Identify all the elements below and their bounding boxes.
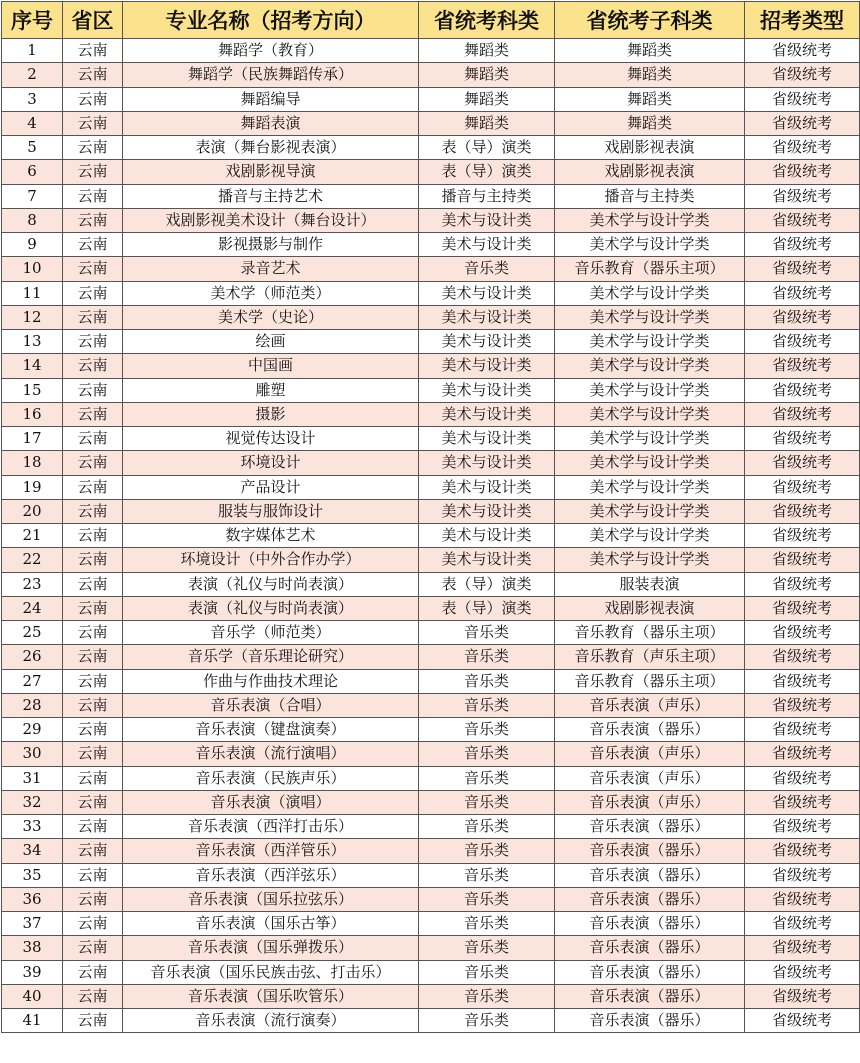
cell-index: 24 [2,596,63,620]
cell-exam-subcategory: 舞蹈类 [555,87,745,111]
table-row [2,305,860,329]
cell-exam-subcategory: 戏剧影视表演 [555,160,745,184]
cell-index: 2 [2,63,63,87]
cell-index: 10 [2,257,63,281]
cell-exam-subcategory: 美术学与设计学类 [555,281,745,305]
cell-province: 云南 [63,136,123,160]
cell-admission-type: 省级统考 [745,863,860,887]
cell-exam-subcategory: 美术学与设计学类 [555,548,745,572]
cell-admission-type: 省级统考 [745,111,860,135]
cell-province: 云南 [63,742,123,766]
cell-exam-subcategory: 戏剧影视表演 [555,596,745,620]
cell-major-name: 服装与服饰设计 [123,499,419,523]
cell-province: 云南 [63,63,123,87]
cell-major-name: 音乐表演（国乐拉弦乐） [123,887,419,911]
cell-province: 云南 [63,790,123,814]
cell-exam-subcategory: 美术学与设计学类 [555,378,745,402]
cell-province: 云南 [63,87,123,111]
cell-major-name: 数字媒体艺术 [123,524,419,548]
table-row [2,87,860,111]
cell-exam-subcategory: 音乐表演（器乐） [555,839,745,863]
cell-exam-subcategory: 美术学与设计学类 [555,427,745,451]
cell-index: 16 [2,402,63,426]
table-body [2,39,860,1033]
cell-province: 云南 [63,984,123,1008]
cell-index: 32 [2,790,63,814]
table-row [2,645,860,669]
cell-province: 云南 [63,524,123,548]
cell-index: 27 [2,669,63,693]
cell-exam-subcategory: 美术学与设计学类 [555,233,745,257]
cell-index: 19 [2,475,63,499]
cell-province: 云南 [63,257,123,281]
table-row [2,281,860,305]
cell-major-name: 音乐表演（流行演唱） [123,742,419,766]
cell-major-name: 音乐表演（国乐民族击弦、打击乐） [123,960,419,984]
cell-admission-type: 省级统考 [745,499,860,523]
cell-exam-category: 舞蹈类 [419,39,555,63]
cell-admission-type: 省级统考 [745,305,860,329]
cell-exam-subcategory: 音乐表演（器乐） [555,912,745,936]
cell-admission-type: 省级统考 [745,378,860,402]
table-row [2,354,860,378]
cell-exam-subcategory: 美术学与设计学类 [555,354,745,378]
header-province: 省区 [63,2,123,39]
cell-exam-subcategory: 美术学与设计学类 [555,305,745,329]
cell-admission-type: 省级统考 [745,1009,860,1033]
cell-index: 26 [2,645,63,669]
cell-major-name: 戏剧影视美术设计（舞台设计） [123,208,419,232]
table-row [2,815,860,839]
cell-major-name: 摄影 [123,402,419,426]
table-row [2,693,860,717]
cell-major-name: 音乐表演（西洋管乐） [123,839,419,863]
cell-index: 14 [2,354,63,378]
cell-admission-type: 省级统考 [745,524,860,548]
cell-province: 云南 [63,233,123,257]
cell-major-name: 音乐表演（演唱） [123,790,419,814]
cell-province: 云南 [63,427,123,451]
cell-exam-category: 美术与设计类 [419,402,555,426]
cell-admission-type: 省级统考 [745,912,860,936]
cell-province: 云南 [63,572,123,596]
cell-exam-category: 舞蹈类 [419,111,555,135]
cell-index: 30 [2,742,63,766]
cell-admission-type: 省级统考 [745,887,860,911]
cell-admission-type: 省级统考 [745,87,860,111]
cell-major-name: 播音与主持艺术 [123,184,419,208]
cell-index: 34 [2,839,63,863]
table-row [2,960,860,984]
cell-major-name: 音乐学（师范类） [123,621,419,645]
table-row [2,184,860,208]
cell-exam-subcategory: 音乐表演（器乐） [555,960,745,984]
cell-index: 17 [2,427,63,451]
cell-major-name: 雕塑 [123,378,419,402]
cell-exam-category: 音乐类 [419,790,555,814]
cell-province: 云南 [63,208,123,232]
cell-exam-category: 表（导）演类 [419,160,555,184]
cell-exam-subcategory: 美术学与设计学类 [555,475,745,499]
cell-major-name: 音乐表演（国乐古筝） [123,912,419,936]
cell-exam-category: 美术与设计类 [419,354,555,378]
cell-index: 22 [2,548,63,572]
cell-admission-type: 省级统考 [745,936,860,960]
table-row [2,63,860,87]
cell-major-name: 影视摄影与制作 [123,233,419,257]
cell-exam-category: 美术与设计类 [419,524,555,548]
table-row [2,790,860,814]
cell-admission-type: 省级统考 [745,354,860,378]
cell-exam-category: 美术与设计类 [419,281,555,305]
cell-index: 4 [2,111,63,135]
cell-major-name: 舞蹈学（民族舞蹈传承） [123,63,419,87]
table-row [2,111,860,135]
cell-admission-type: 省级统考 [745,718,860,742]
cell-major-name: 音乐表演（合唱） [123,693,419,717]
cell-major-name: 表演（礼仪与时尚表演） [123,572,419,596]
cell-exam-category: 音乐类 [419,718,555,742]
cell-index: 36 [2,887,63,911]
cell-province: 云南 [63,451,123,475]
cell-exam-category: 美术与设计类 [419,305,555,329]
cell-index: 1 [2,39,63,63]
cell-index: 5 [2,136,63,160]
table-row [2,233,860,257]
cell-exam-subcategory: 音乐教育（器乐主项） [555,621,745,645]
cell-province: 云南 [63,184,123,208]
cell-admission-type: 省级统考 [745,475,860,499]
table-header [2,2,860,39]
cell-exam-subcategory: 美术学与设计学类 [555,402,745,426]
cell-province: 云南 [63,305,123,329]
cell-exam-subcategory: 舞蹈类 [555,39,745,63]
cell-exam-subcategory: 美术学与设计学类 [555,451,745,475]
cell-province: 云南 [63,669,123,693]
cell-exam-category: 美术与设计类 [419,208,555,232]
cell-admission-type: 省级统考 [745,742,860,766]
cell-admission-type: 省级统考 [745,621,860,645]
table-row [2,499,860,523]
cell-admission-type: 省级统考 [745,330,860,354]
table-row [2,984,860,1008]
table-row [2,160,860,184]
cell-province: 云南 [63,354,123,378]
cell-major-name: 音乐表演（西洋弦乐） [123,863,419,887]
cell-index: 23 [2,572,63,596]
cell-major-name: 环境设计（中外合作办学） [123,548,419,572]
cell-exam-subcategory: 音乐表演（器乐） [555,936,745,960]
cell-major-name: 中国画 [123,354,419,378]
cell-exam-category: 表（导）演类 [419,596,555,620]
cell-major-name: 音乐表演（国乐弹拨乐） [123,936,419,960]
cell-index: 33 [2,815,63,839]
cell-province: 云南 [63,693,123,717]
cell-province: 云南 [63,281,123,305]
cell-index: 41 [2,1009,63,1033]
cell-exam-category: 音乐类 [419,621,555,645]
cell-exam-category: 音乐类 [419,766,555,790]
cell-province: 云南 [63,839,123,863]
cell-exam-category: 美术与设计类 [419,233,555,257]
cell-province: 云南 [63,766,123,790]
cell-index: 9 [2,233,63,257]
cell-index: 28 [2,693,63,717]
table-row [2,742,860,766]
cell-province: 云南 [63,330,123,354]
cell-exam-subcategory: 美术学与设计学类 [555,208,745,232]
table-row [2,257,860,281]
cell-exam-subcategory: 音乐教育（器乐主项） [555,257,745,281]
cell-exam-subcategory: 服装表演 [555,572,745,596]
table-row [2,524,860,548]
cell-major-name: 音乐表演（键盘演奏） [123,718,419,742]
cell-index: 15 [2,378,63,402]
cell-exam-subcategory: 音乐表演（声乐） [555,742,745,766]
cell-province: 云南 [63,39,123,63]
cell-exam-subcategory: 美术学与设计学类 [555,499,745,523]
cell-major-name: 音乐表演（流行演奏） [123,1009,419,1033]
cell-exam-category: 音乐类 [419,645,555,669]
cell-major-name: 表演（舞台影视表演） [123,136,419,160]
cell-index: 39 [2,960,63,984]
cell-major-name: 音乐表演（国乐吹管乐） [123,984,419,1008]
cell-exam-subcategory: 音乐表演（声乐） [555,766,745,790]
cell-index: 12 [2,305,63,329]
cell-exam-category: 美术与设计类 [419,330,555,354]
cell-major-name: 美术学（史论） [123,305,419,329]
cell-admission-type: 省级统考 [745,815,860,839]
cell-admission-type: 省级统考 [745,669,860,693]
cell-exam-subcategory: 音乐表演（器乐） [555,863,745,887]
cell-index: 29 [2,718,63,742]
cell-province: 云南 [63,111,123,135]
cell-index: 31 [2,766,63,790]
cell-province: 云南 [63,160,123,184]
cell-exam-subcategory: 音乐表演（器乐） [555,887,745,911]
cell-index: 35 [2,863,63,887]
table-row [2,39,860,63]
cell-exam-category: 音乐类 [419,936,555,960]
cell-province: 云南 [63,499,123,523]
cell-admission-type: 省级统考 [745,790,860,814]
header-major-name: 专业名称（招考方向） [123,2,419,39]
cell-major-name: 视觉传达设计 [123,427,419,451]
cell-exam-category: 美术与设计类 [419,427,555,451]
header-index: 序号 [2,2,63,39]
cell-admission-type: 省级统考 [745,548,860,572]
table-row [2,427,860,451]
cell-exam-subcategory: 音乐表演（声乐） [555,790,745,814]
cell-exam-category: 美术与设计类 [419,548,555,572]
cell-exam-category: 音乐类 [419,912,555,936]
cell-major-name: 音乐学（音乐理论研究） [123,645,419,669]
table-row [2,451,860,475]
cell-exam-category: 美术与设计类 [419,499,555,523]
cell-index: 7 [2,184,63,208]
cell-province: 云南 [63,548,123,572]
cell-province: 云南 [63,402,123,426]
header-admission-type: 招考类型 [745,2,860,39]
cell-admission-type: 省级统考 [745,63,860,87]
cell-exam-category: 音乐类 [419,693,555,717]
cell-exam-subcategory: 舞蹈类 [555,63,745,87]
cell-exam-category: 音乐类 [419,257,555,281]
cell-exam-subcategory: 美术学与设计学类 [555,330,745,354]
cell-admission-type: 省级统考 [745,184,860,208]
cell-major-name: 绘画 [123,330,419,354]
enrollment-table [1,1,860,1033]
table-row [2,572,860,596]
cell-exam-category: 表（导）演类 [419,572,555,596]
cell-province: 云南 [63,718,123,742]
table-row [2,402,860,426]
table-row [2,936,860,960]
cell-major-name: 作曲与作曲技术理论 [123,669,419,693]
cell-major-name: 音乐表演（民族声乐） [123,766,419,790]
header-exam-category: 省统考科类 [419,2,555,39]
cell-exam-category: 美术与设计类 [419,451,555,475]
cell-admission-type: 省级统考 [745,645,860,669]
cell-index: 37 [2,912,63,936]
cell-major-name: 舞蹈编导 [123,87,419,111]
cell-index: 11 [2,281,63,305]
cell-exam-subcategory: 舞蹈类 [555,111,745,135]
cell-exam-subcategory: 音乐表演（器乐） [555,815,745,839]
cell-province: 云南 [63,596,123,620]
table-row [2,621,860,645]
cell-exam-subcategory: 播音与主持类 [555,184,745,208]
cell-admission-type: 省级统考 [745,451,860,475]
cell-exam-category: 音乐类 [419,887,555,911]
cell-index: 21 [2,524,63,548]
cell-admission-type: 省级统考 [745,839,860,863]
cell-major-name: 环境设计 [123,451,419,475]
cell-province: 云南 [63,645,123,669]
cell-exam-subcategory: 音乐教育（声乐主项） [555,645,745,669]
cell-province: 云南 [63,621,123,645]
table-row [2,548,860,572]
cell-exam-category: 音乐类 [419,863,555,887]
cell-major-name: 音乐表演（西洋打击乐） [123,815,419,839]
cell-admission-type: 省级统考 [745,572,860,596]
table-row [2,330,860,354]
cell-major-name: 戏剧影视导演 [123,160,419,184]
cell-exam-subcategory: 音乐表演（器乐） [555,718,745,742]
cell-province: 云南 [63,887,123,911]
cell-exam-category: 表（导）演类 [419,136,555,160]
cell-exam-subcategory: 美术学与设计学类 [555,524,745,548]
table-row [2,718,860,742]
cell-major-name: 舞蹈表演 [123,111,419,135]
cell-admission-type: 省级统考 [745,39,860,63]
cell-admission-type: 省级统考 [745,208,860,232]
cell-admission-type: 省级统考 [745,427,860,451]
cell-province: 云南 [63,815,123,839]
cell-admission-type: 省级统考 [745,257,860,281]
cell-index: 18 [2,451,63,475]
table-row [2,136,860,160]
cell-index: 20 [2,499,63,523]
table-row [2,839,860,863]
table-row [2,1009,860,1033]
table-row [2,887,860,911]
cell-province: 云南 [63,960,123,984]
cell-major-name: 表演（礼仪与时尚表演） [123,596,419,620]
cell-major-name: 产品设计 [123,475,419,499]
cell-province: 云南 [63,936,123,960]
cell-exam-category: 美术与设计类 [419,475,555,499]
cell-exam-subcategory: 音乐表演（器乐） [555,1009,745,1033]
table-row [2,766,860,790]
cell-index: 40 [2,984,63,1008]
cell-province: 云南 [63,475,123,499]
table-row [2,475,860,499]
cell-exam-category: 音乐类 [419,960,555,984]
cell-admission-type: 省级统考 [745,160,860,184]
cell-admission-type: 省级统考 [745,402,860,426]
cell-exam-subcategory: 音乐表演（声乐） [555,693,745,717]
table-row [2,596,860,620]
cell-exam-category: 音乐类 [419,815,555,839]
cell-exam-category: 音乐类 [419,742,555,766]
cell-exam-category: 舞蹈类 [419,87,555,111]
cell-index: 6 [2,160,63,184]
cell-admission-type: 省级统考 [745,984,860,1008]
cell-province: 云南 [63,378,123,402]
cell-admission-type: 省级统考 [745,960,860,984]
cell-province: 云南 [63,912,123,936]
cell-major-name: 舞蹈学（教育） [123,39,419,63]
cell-major-name: 美术学（师范类） [123,281,419,305]
cell-exam-category: 舞蹈类 [419,63,555,87]
table-row [2,863,860,887]
cell-exam-category: 音乐类 [419,984,555,1008]
table-row [2,669,860,693]
cell-exam-category: 播音与主持类 [419,184,555,208]
cell-admission-type: 省级统考 [745,766,860,790]
cell-index: 25 [2,621,63,645]
cell-index: 13 [2,330,63,354]
cell-admission-type: 省级统考 [745,136,860,160]
cell-index: 38 [2,936,63,960]
header-row [2,2,860,39]
cell-exam-category: 美术与设计类 [419,378,555,402]
table-row [2,912,860,936]
cell-index: 8 [2,208,63,232]
cell-exam-category: 音乐类 [419,669,555,693]
cell-exam-category: 音乐类 [419,839,555,863]
table-row [2,208,860,232]
table-row [2,378,860,402]
cell-major-name: 录音艺术 [123,257,419,281]
cell-index: 3 [2,87,63,111]
cell-province: 云南 [63,1009,123,1033]
cell-province: 云南 [63,863,123,887]
cell-exam-subcategory: 音乐教育（器乐主项） [555,669,745,693]
cell-admission-type: 省级统考 [745,693,860,717]
cell-exam-subcategory: 音乐表演（器乐） [555,984,745,1008]
cell-admission-type: 省级统考 [745,596,860,620]
cell-admission-type: 省级统考 [745,233,860,257]
cell-admission-type: 省级统考 [745,281,860,305]
cell-exam-category: 音乐类 [419,1009,555,1033]
header-exam-subcategory: 省统考子科类 [555,2,745,39]
cell-exam-subcategory: 戏剧影视表演 [555,136,745,160]
